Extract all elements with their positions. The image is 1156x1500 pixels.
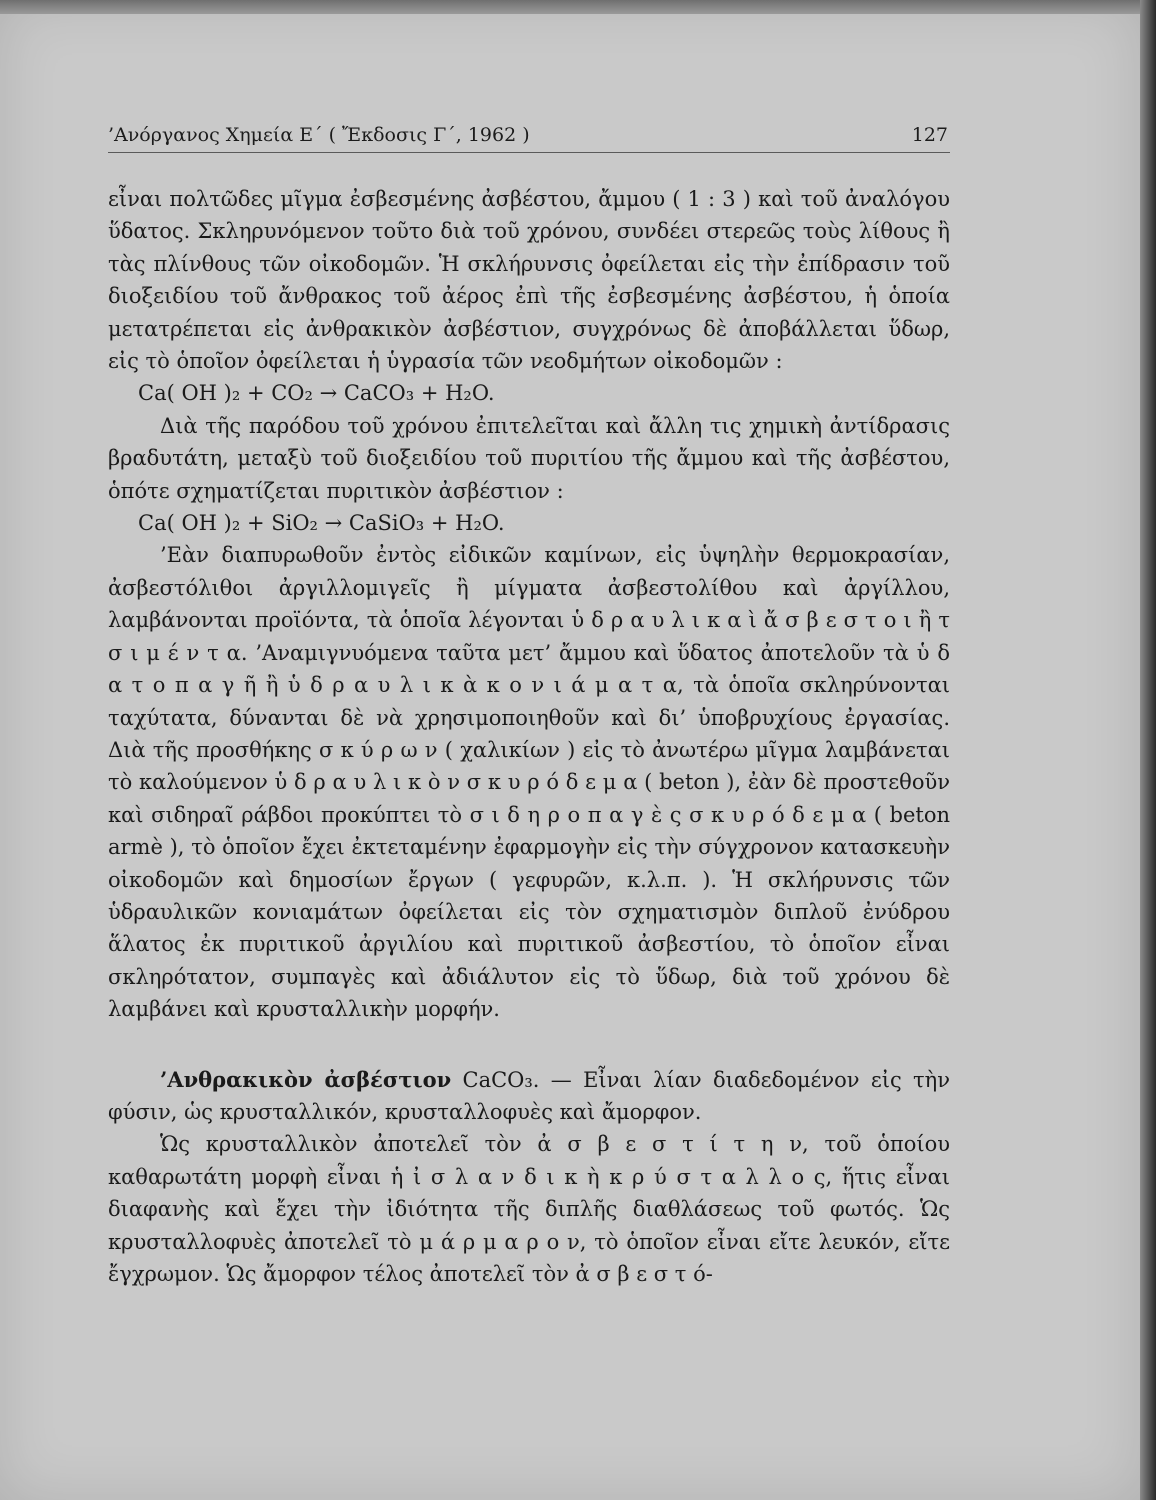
chemical-equation: Ca( OH )₂ + SiO₂ → CaSiO₃ + H₂O. xyxy=(138,511,505,536)
section-heading: ’Ανθρακικὸν ἀσβέστιον xyxy=(160,1066,452,1092)
paragraph: ’Εὰν διαπυρωθοῦν ἐντὸς εἰδικῶν καμίνων, εἰς ὑψηλὴν θερμοκρασίαν, ἀσβεστόλιθοι ἀργιλλομιγεῖς ἢ μίγματα ἀσβεστολίθου καὶ ἀργίλλου, λαμβάνονται προϊόντα, τὰ ὁποῖα λέγονται ὑ δ ρ α υ λ ι κ α ὶ ἄ σ β ε σ τ ο ι ἢ τ σ ι μ έ ν τ α. ’Αναμιγνυόμενα ταῦτα μετ’ ἄμμου καὶ ὕδατος ἀποτελοῦν τὰ ὑ δ α τ ο π α γ ῆ ἢ ὑ δ ρ α υ λ ι κ ὰ κ ο ν ι ά μ α τ α, τὰ ὁποῖα σκληρύνονται ταχύτατα, δύνανται δὲ νὰ χρησιμοποιηθοῦν καὶ δι’ ὑποβρυχίους ἐργασίας. Διὰ τῆς προσθήκης σ κ ύ ρ ω ν ( χαλικίων ) εἰς τὸ ἀνωτέρω μῖγμα λαμβάνεται τὸ καλούμενον ὑ δ ρ α υ λ ι κ ὸ ν σ κ υ ρ ό δ ε μ α ( beton ), ἐὰν δὲ προστεθοῦν καὶ σιδηραῖ ράβδοι προκύπτει τὸ σ ι δ η ρ ο π α γ ὲ ς σ κ υ ρ ό δ ε μ α ( beton armè ), τὸ ὁποῖον ἔχει ἐκτεταμένην ἐφαρμογὴν εἰς τὴν σύγχρονον κατασκευὴν οἰκοδομῶν καὶ δημοσίων ἔργων ( γεφυρῶν, κ.λ.π. ). Ἡ σκλήρυνσις τῶν ὑδραυλικῶν κονιαμάτων ὀφείλεται εἰς τὸν σχηματισμὸν διπλοῦ ἐνύδρου ἅλατος ἐκ πυριτικοῦ ἀργιλίου καὶ πυριτικοῦ ἀσβεστίου, τὸ ὁποῖον εἶναι σκληρότατον, συμπαγὲς καὶ ἀδιάλυτον εἰς τὸ ὕδωρ, διὰ τοῦ χρόνου δὲ λαμβάνει καὶ κρυσταλλικὴν μορφήν. xyxy=(108,543,950,1022)
scan-right-edge xyxy=(1140,0,1156,1500)
heading-text: CaCO₃. — Εἶναι λίαν διαδεδομένον εἰς τὴν φύσιν, ὡς κρυσταλλικόν, κρυσταλλοφυὲς καὶ ἄμορφον. xyxy=(108,1067,950,1124)
section-paragraph xyxy=(108,1064,950,1129)
paragraph: Διὰ τῆς παρόδου τοῦ χρόνου ἐπιτελεῖται καὶ ἄλλη τις χημικὴ ἀντίδρασις βραδυτάτη, μεταξὺ τοῦ διοξειδίου τοῦ πυριτίου τῆς ἄμμου καὶ τῆς ἀσβέστου, ὁπότε σχηματίζεται πυριτικὸν ἀσβέστιον : xyxy=(108,413,950,503)
page-number: 127 xyxy=(911,124,948,146)
header-title: ’Ανόργανος Χημεία Ε΄ ( Ἔκδοσις Γ΄, 1962 ) xyxy=(108,124,530,146)
scan-top-edge xyxy=(0,0,1140,14)
page-body xyxy=(108,183,950,1290)
paragraph: Ὡς κρυσταλλικὸν ἀποτελεῖ τὸν ἀ σ β ε σ τ ί τ η ν, τοῦ ὁποίου καθαρωτάτη μορφὴ εἶναι ἡ ἰ σ λ α ν δ ι κ ὴ κ ρ ύ σ τ α λ λ ο ς, ἥτις εἶναι διαφανὴς καὶ ἔχει τὴν ἰδιότητα τῆς διπλῆς διαθλάσεως τοῦ φωτός. Ὡς κρυσταλλοφυὲς ἀποτελεῖ τὸ μ ά ρ μ α ρ ο ν, τὸ ὁποῖον εἶναι εἴτε λευκόν, εἴτε ἔγχρωμον. Ὡς ἄμορφον τέλος ἀποτελεῖ τὸν ἀ σ β ε σ τ ό- xyxy=(108,1132,950,1286)
section-spacer xyxy=(108,1026,950,1064)
paragraph: εἶναι πολτῶδες μῖγμα ἐσβεσμένης ἀσβέστου, ἄμμου ( 1 : 3 ) καὶ τοῦ ἀναλόγου ὕδατος. Σκληρυνόμενον τοῦτο διὰ τοῦ χρόνου, συνδέει στερεῶς τοὺς λίθους ἢ τὰς πλίνθους τῶν οἰκοδομῶν. Ἡ σκλήρυνσις ὀφείλεται εἰς τὴν ἐπίδρασιν τοῦ διοξειδίου τοῦ ἄνθρακος τοῦ ἀέρος ἐπὶ τῆς ἐσβεσμένης ἀσβέστου, ἡ ὁποία μετατρέπεται εἰς ἀνθρακικὸν ἀσβέστιον, συγχρόνως δὲ ἀποβάλλεται ὕδωρ, εἰς τὸ ὁποῖον ὀφείλεται ἡ ὑγρασία τῶν νεοδμήτων οἰκοδομῶν : xyxy=(108,187,950,374)
running-header xyxy=(108,124,950,153)
chemical-equation: Ca( OH )₂ + CO₂ → CaCO₃ + H₂O. xyxy=(138,381,495,406)
